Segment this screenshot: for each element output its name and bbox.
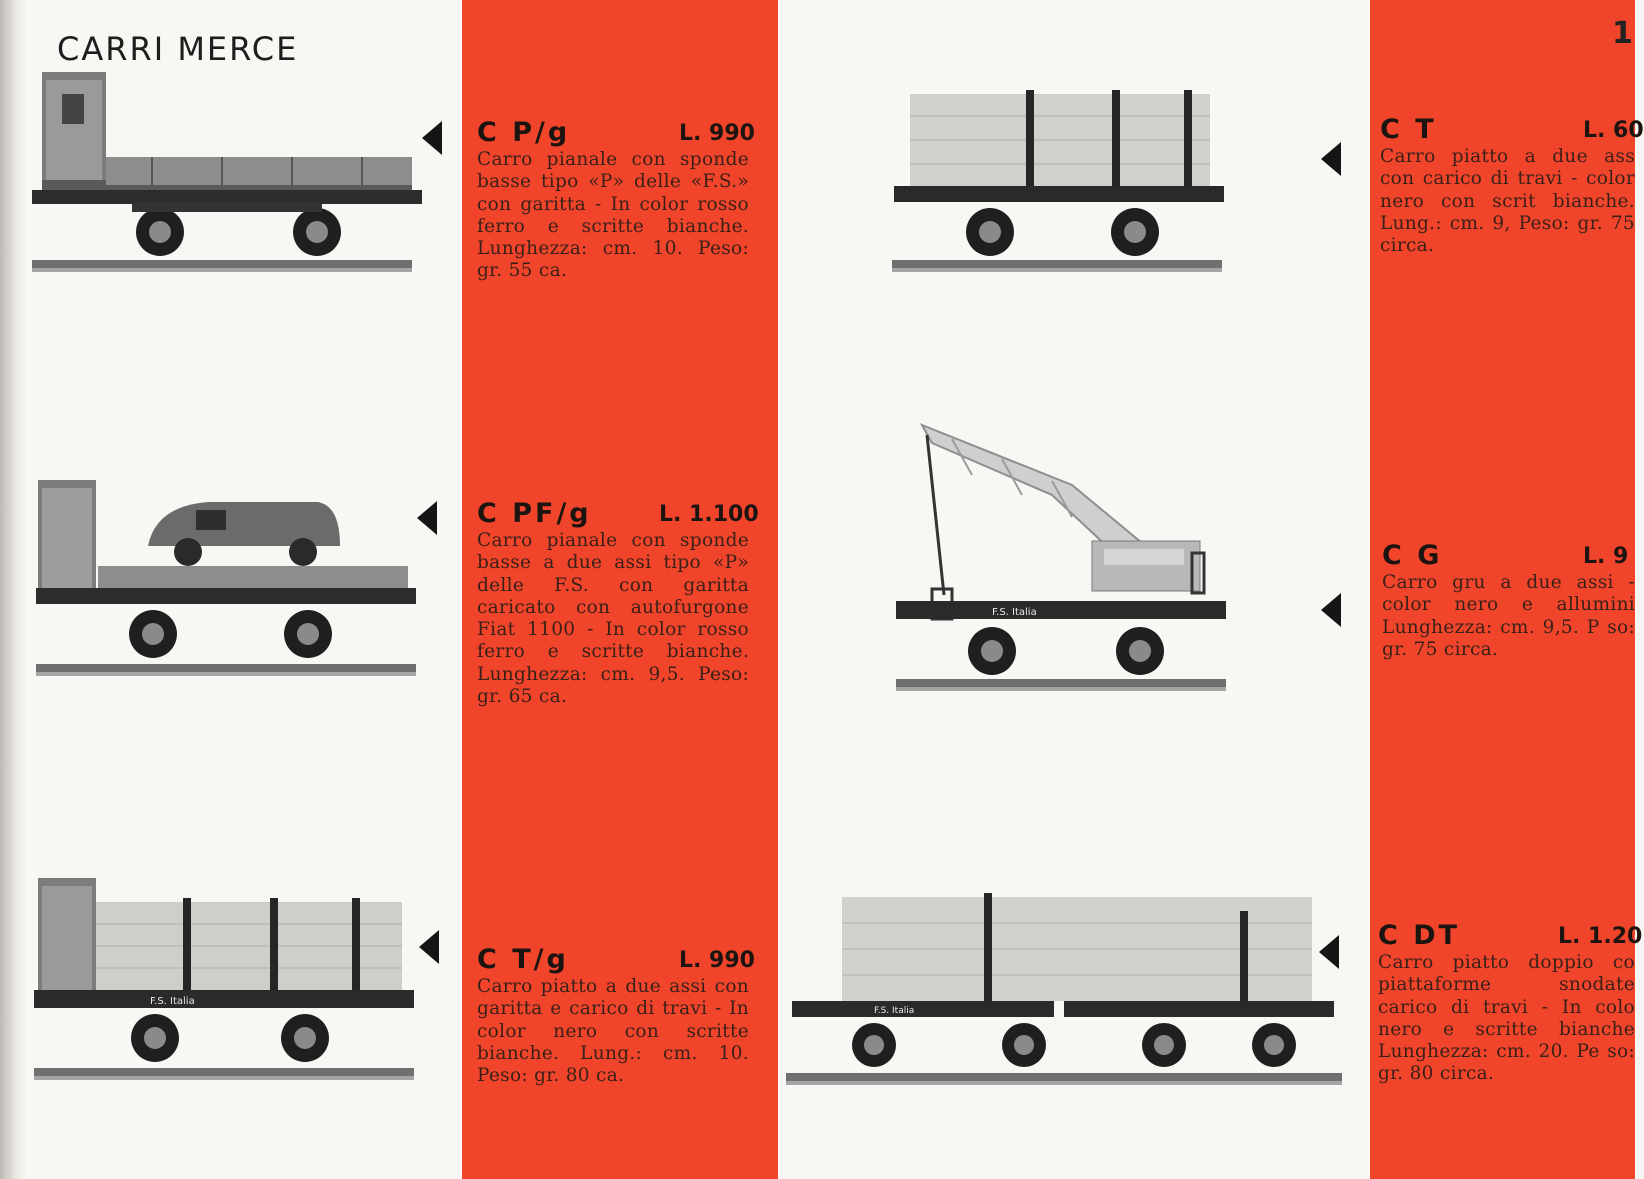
entry-code: C T — [1380, 114, 1437, 145]
entry-code: C PF/g — [477, 498, 592, 529]
page-title: CARRI MERCE — [57, 30, 299, 68]
wagon-image-cpg — [32, 72, 432, 292]
entry-price: L. 990 — [679, 948, 755, 973]
wagon-image-ctg — [30, 872, 430, 1092]
page-gutter-shadow — [0, 0, 26, 1179]
entry-description: Carro piatto a due assi con garitta e carico di travi - In color nero con scritte bianche. Lung.: cm. 10. Peso: gr. 80 ca. — [477, 976, 749, 1087]
entry-description: Carro pianale con sponde basse a due assi tipo «P» delle F.S. con garitta caricato con autofurgone Fiat 1100 - In color rosso ferro e scritte bianche. Lunghezza: cm. 9,5. Peso: gr. 65 ca. — [477, 530, 749, 708]
wagon-marking-label: F.S. Italia — [992, 607, 1037, 618]
entry-price: L. 1.100 — [659, 502, 759, 527]
entry-price: L. 1.20 — [1558, 924, 1643, 949]
entry-code: C T/g — [477, 944, 569, 975]
wagon-image-cpfg — [28, 476, 428, 696]
entry-description: Carro piatto doppio co piattaforme snodate carico di travi - In colo nero e scritte bianche Lunghezza: cm. 20. Pe so: gr. 80 circa. — [1378, 952, 1635, 1085]
entry-price: L. 9 — [1583, 544, 1629, 569]
entry-price: L. 60 — [1583, 118, 1644, 143]
entry-code: C P/g — [477, 117, 571, 148]
pointer-arrow-icon — [1321, 593, 1341, 627]
entry-description: Carro gru a due assi - color nero e allumini Lunghezza: cm. 9,5. P so: gr. 75 circa. — [1382, 572, 1635, 660]
entry-description: Carro piatto a due ass con carico di travi - color nero con scrit bianche. Lung.: cm. 9, Peso: gr. 75 circa. — [1380, 146, 1635, 257]
page-number: 1 — [1612, 16, 1633, 51]
entry-description: Carro pianale con sponde basse tipo «P» delle «F.S.» con garitta - In color rosso ferro e scritte bianche. Lunghezza: cm. 10. Peso: gr. 55 ca. — [477, 149, 749, 282]
wagon-marking-label: F.S. Italia — [874, 1006, 915, 1016]
pointer-arrow-icon — [1321, 142, 1341, 176]
entry-price: L. 990 — [679, 121, 755, 146]
entry-code: C G — [1382, 540, 1443, 571]
wagon-marking-label: F.S. Italia — [150, 996, 195, 1007]
wagon-image-cg — [892, 425, 1252, 705]
wagon-image-cdt — [784, 893, 1344, 1103]
wagon-image-ct — [890, 90, 1240, 290]
entry-code: C DT — [1378, 920, 1461, 951]
